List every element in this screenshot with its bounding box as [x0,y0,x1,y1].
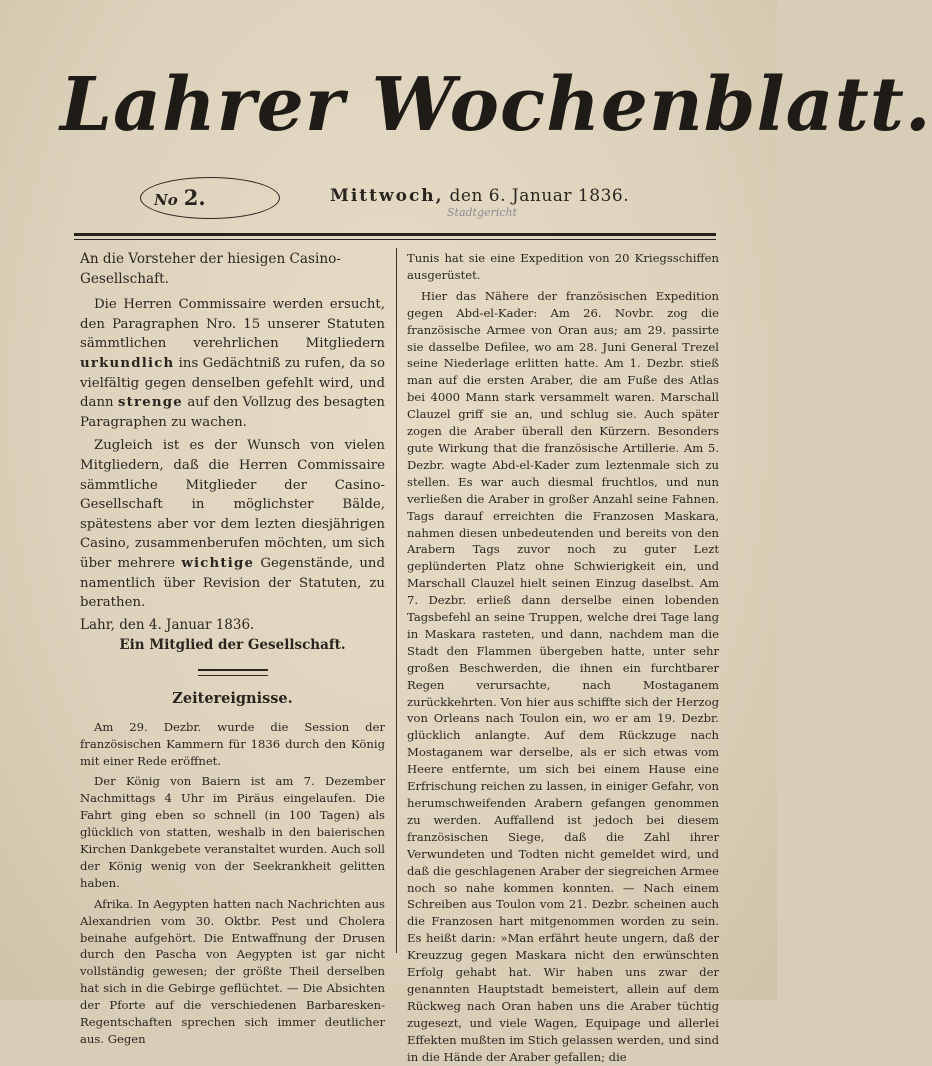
notice-signature: Ein Mitglied der Gesellschaft. [119,636,346,653]
issue-weekday: Mittwoch, [330,186,444,206]
issue-date-text: den 6. Januar 1836. [449,186,630,206]
notice-date-line: Lahr, den 4. Januar 1836. [80,616,255,633]
newspaper-title: Lahrer Wochenblatt. [60,62,932,148]
issue-number-label: No [154,191,178,209]
masthead [60,40,932,170]
news-paragraph: Hier das Nähere der französischen Expedition gegen Abd-el-Kader: Am 26. Novbr. zog die französische Armee von Oran aus; am 29. passirte sie dasselbe Defilee, wo am 28. Juni General Trezel seine Niederlage erlitten hatte. Am 1. Dezbr. stieß man auf die ersten Araber, die am Fuße des Atlas bei 4000 Mann stark versammelt waren. Marschall Clauzel griff sie an, und schlug sie. Auch später zogen die Araber überall den Kürzern. Besonders gute Wirkung that die französische Artillerie. Am 5. Dezbr. wagte Abd-el-Kader zum leztenmale sich zu stellen. Es war auch diesmal fruchtlos, und nun verließen die Araber in großer Anzahl seine Fahnen. Tags darauf erreichten die Franzosen Maskara, nahmen diesen unbedeutenden und bereits von den Arabern Tags zuvor noch zu guter Lezt geplünderten Platz ohne Schwierigkeit ein, und Marschall Clauzel hielt seinen Einzug daselbst. Am 7. Dezbr. erließ dann derselbe einen lobenden Tagsbefehl an seine Truppen, welche drei Tage lang in Maskara rasteten, und dann, nachdem man die Stadt den Flammen übergeben hatte, unter sehr großen Beschwerden, die ihnen ein furchtbarer Regen verursachte, nach Mostaganem zurückkehrten. Von hier aus schiffte sich der Herzog von Orleans nach Toulon ein, wo er am 19. Dezbr. glücklich anlangte. Auf dem Rückzuge nach Mostaganem war derselbe, als er sich etwas vom Heere entfernte, um sich bei einem Hause eine Erfrischung reichen zu lassen, in einiger Gefahr, von herumschweifenden Arabern gefangen genommen zu werden. Auffallend ist jedoch bei diesem französischen Siege, daß die Zahl ihrer Verwundeten und Todten nicht gemeldet wird, und daß die geschlagenen Araber der siegreichen Armee noch so nahe kommen konnten. — Nach einem Schreiben aus Toulon vom 21. Dezbr. scheinen auch die Franzosen hart mitgenommen worden zu sein. Es heißt darin: »Man erfährt heute ungern, daß der Kreuzzug gegen Maskara nicht den erwünschten Erfolg gehabt hat. Wir haben uns zwar der genannten Hauptstadt bemeistert, allein auf dem Rückweg nach Oran haben uns die Araber tüchtig zugesezt, und viele Wagen, Equipage und allerlei Effekten mußten im Stich gelassen werden, und sind in die Hände der Araber gefallen; die [407,288,719,1064]
issue-number [154,185,206,210]
notice-heading: An die Vorsteher der hiesigen Casino-Gesellschaft. [80,251,341,287]
archive-stamp: Stadtgericht [447,206,517,219]
notice-p1-text-b: ins Gedächtniß zu rufen, da so vielfältig gegen denselben gefehlt wird, und dann [80,355,385,411]
news-paragraph: Afrika. In Aegypten hatten nach Nachrichten aus Alexandrien vom 30. Oktbr. Pest und Cholera beinahe aufgehört. Die Entwaffnung der Drusen durch den Pascha von Aegypten ist gar nicht vollständig gewesen; der größte Theil derselben hat sich in die Gebirge geflüchtet. — Die Absichten der Pforte auf die verschiedenen Barbaresken-Regentschaften sprechen sich immer deutlicher aus. Gegen [80,896,385,1046]
section-divider [198,669,268,676]
news-paragraph: Tunis hat sie eine Expedition von 20 Kriegsschiffen ausgerüstet. [407,251,719,282]
issue-number-value: 2. [183,185,206,210]
section-title-zeitereignisse: Zeitereignisse. [172,689,293,707]
left-column [80,250,386,1046]
notice-p1-emphasis-1: urkundlich [80,355,175,371]
header-rule-thin [74,239,716,240]
issue-date [330,186,629,206]
news-paragraph: Der König von Baiern ist am 7. Dezember Nachmittags 4 Uhr im Piräus eingelaufen. Die Fahrt ging eben so schnell (in 100 Tagen) als glücklich von statten, weshalb in den baierischen Kirchen Dankgebete veranstaltet wurden. Auch soll der König wenig von der Seekrankheit gelitten haben. [80,774,385,890]
casino-notice [80,250,385,653]
notice-p1-text-c: auf den Vollzug des besagten Paragraphen zu wachen. [80,395,385,430]
header-rule-thick [74,233,716,236]
notice-paragraph-1 [80,295,385,432]
notice-p2-emphasis: wichtige [181,555,255,571]
notice-p1-text-a: Die Herren Commissaire werden ersucht, den Paragraphen Nro. 15 unserer Statuten sämmtlichen verehrlichen Mitgliedern [80,297,385,352]
news-paragraph: Am 29. Dezbr. wurde die Session der französischen Kammern für 1836 durch den König mit einer Rede eröffnet. [80,719,385,768]
notice-p1-emphasis-2: strenge [118,395,183,411]
column-separator [396,248,397,953]
issue-line [140,177,700,217]
notice-p2-text-b: Gegenstände, und namentlich über Revision der Statuten, zu berathen. [80,555,386,611]
notice-p2-text-a: Zugleich ist es der Wunsch von vielen Mitgliedern, daß die Herren Commissaire sämmtliche Mitglieder der Casino-Gesellschaft in möglichster Bälde, spätestens aber vor dem lezten diesjährigen Casino, zusammenberufen möchten, um sich über mehrere [80,438,385,571]
right-column [407,250,719,1064]
notice-paragraph-2 [80,436,385,612]
